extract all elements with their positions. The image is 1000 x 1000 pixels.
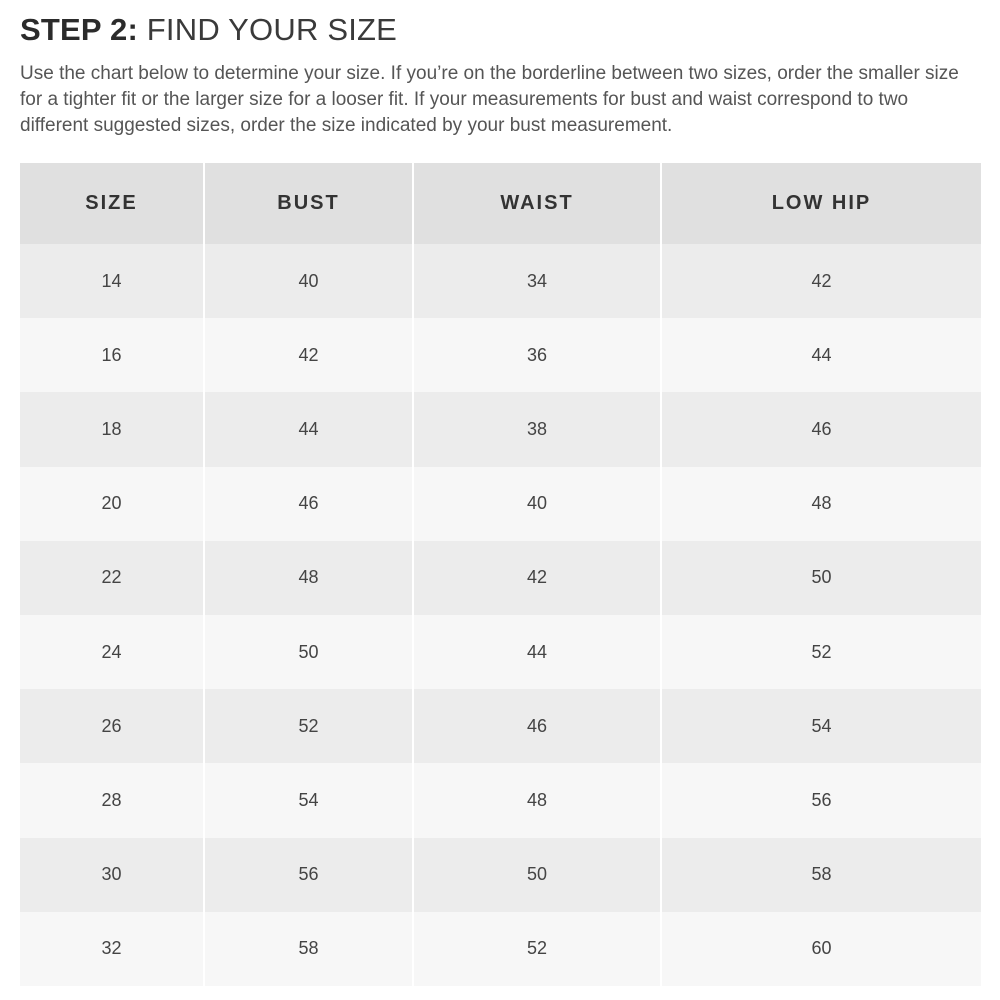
cell-waist: 50 — [413, 838, 661, 912]
cell-low-hip: 58 — [811, 864, 832, 885]
cell-low-hip: 52 — [811, 641, 832, 662]
cell-size: 24 — [20, 615, 204, 689]
table-row — [20, 689, 981, 763]
cell-waist: 44 — [413, 615, 661, 689]
cell-low-hip: 46 — [811, 418, 832, 439]
column-header-waist: WAIST — [413, 163, 661, 244]
cell-size: 20 — [20, 467, 204, 541]
cell-bust: 56 — [204, 838, 413, 912]
cell-low-hip: 48 — [811, 493, 832, 514]
column-header-bust: BUST — [204, 163, 413, 244]
cell-size: 22 — [20, 541, 204, 615]
cell-low-hip: 54 — [811, 715, 832, 736]
table-row — [20, 467, 981, 541]
cell-bust: 44 — [204, 392, 413, 466]
step-label: STEP 2: — [20, 12, 138, 47]
title-text: FIND YOUR SIZE — [137, 12, 398, 47]
cell-low-hip: 56 — [811, 789, 832, 810]
cell-bust: 58 — [204, 912, 413, 986]
cell-size: 30 — [20, 838, 204, 912]
cell-bust: 54 — [204, 763, 413, 837]
cell-size: 32 — [20, 912, 204, 986]
table-row — [20, 318, 981, 392]
cell-bust: 46 — [204, 467, 413, 541]
table-header-row — [20, 163, 981, 244]
cell-waist: 34 — [413, 244, 661, 318]
cell-waist: 48 — [413, 763, 661, 837]
cell-waist: 52 — [413, 912, 661, 986]
cell-low-hip: 44 — [811, 344, 832, 365]
column-header-size: SIZE — [20, 163, 204, 244]
table-row — [20, 615, 981, 689]
cell-size: 26 — [20, 689, 204, 763]
table-row — [20, 838, 981, 912]
column-header-low-hip: LOW HIP — [771, 192, 872, 214]
cell-waist: 36 — [413, 318, 661, 392]
page-title — [20, 10, 397, 50]
table-row — [20, 244, 981, 318]
table-row — [20, 912, 981, 986]
cell-low-hip: 42 — [811, 270, 832, 291]
cell-waist: 38 — [413, 392, 661, 466]
cell-bust: 42 — [204, 318, 413, 392]
cell-size: 18 — [20, 392, 204, 466]
cell-low-hip: 60 — [811, 938, 832, 959]
cell-size: 28 — [20, 763, 204, 837]
table-row — [20, 541, 981, 615]
cell-size: 14 — [20, 244, 204, 318]
table-row — [20, 763, 981, 837]
table-row — [20, 392, 981, 466]
size-chart-table — [20, 163, 981, 986]
cell-waist: 46 — [413, 689, 661, 763]
cell-size: 16 — [20, 318, 204, 392]
cell-bust: 52 — [204, 689, 413, 763]
intro-text: Use the chart below to determine your size. If you’re on the borderline between two sizes, order the smaller size for a tighter fit or the larger size for a looser fit. If your measurements for bust and waist correspond to two different suggested sizes, order the size indicated by your bust measurement. — [20, 63, 959, 136]
cell-waist: 40 — [413, 467, 661, 541]
cell-bust: 40 — [204, 244, 413, 318]
cell-bust: 48 — [204, 541, 413, 615]
cell-bust: 50 — [204, 615, 413, 689]
cell-waist: 42 — [413, 541, 661, 615]
cell-low-hip: 50 — [811, 567, 832, 588]
